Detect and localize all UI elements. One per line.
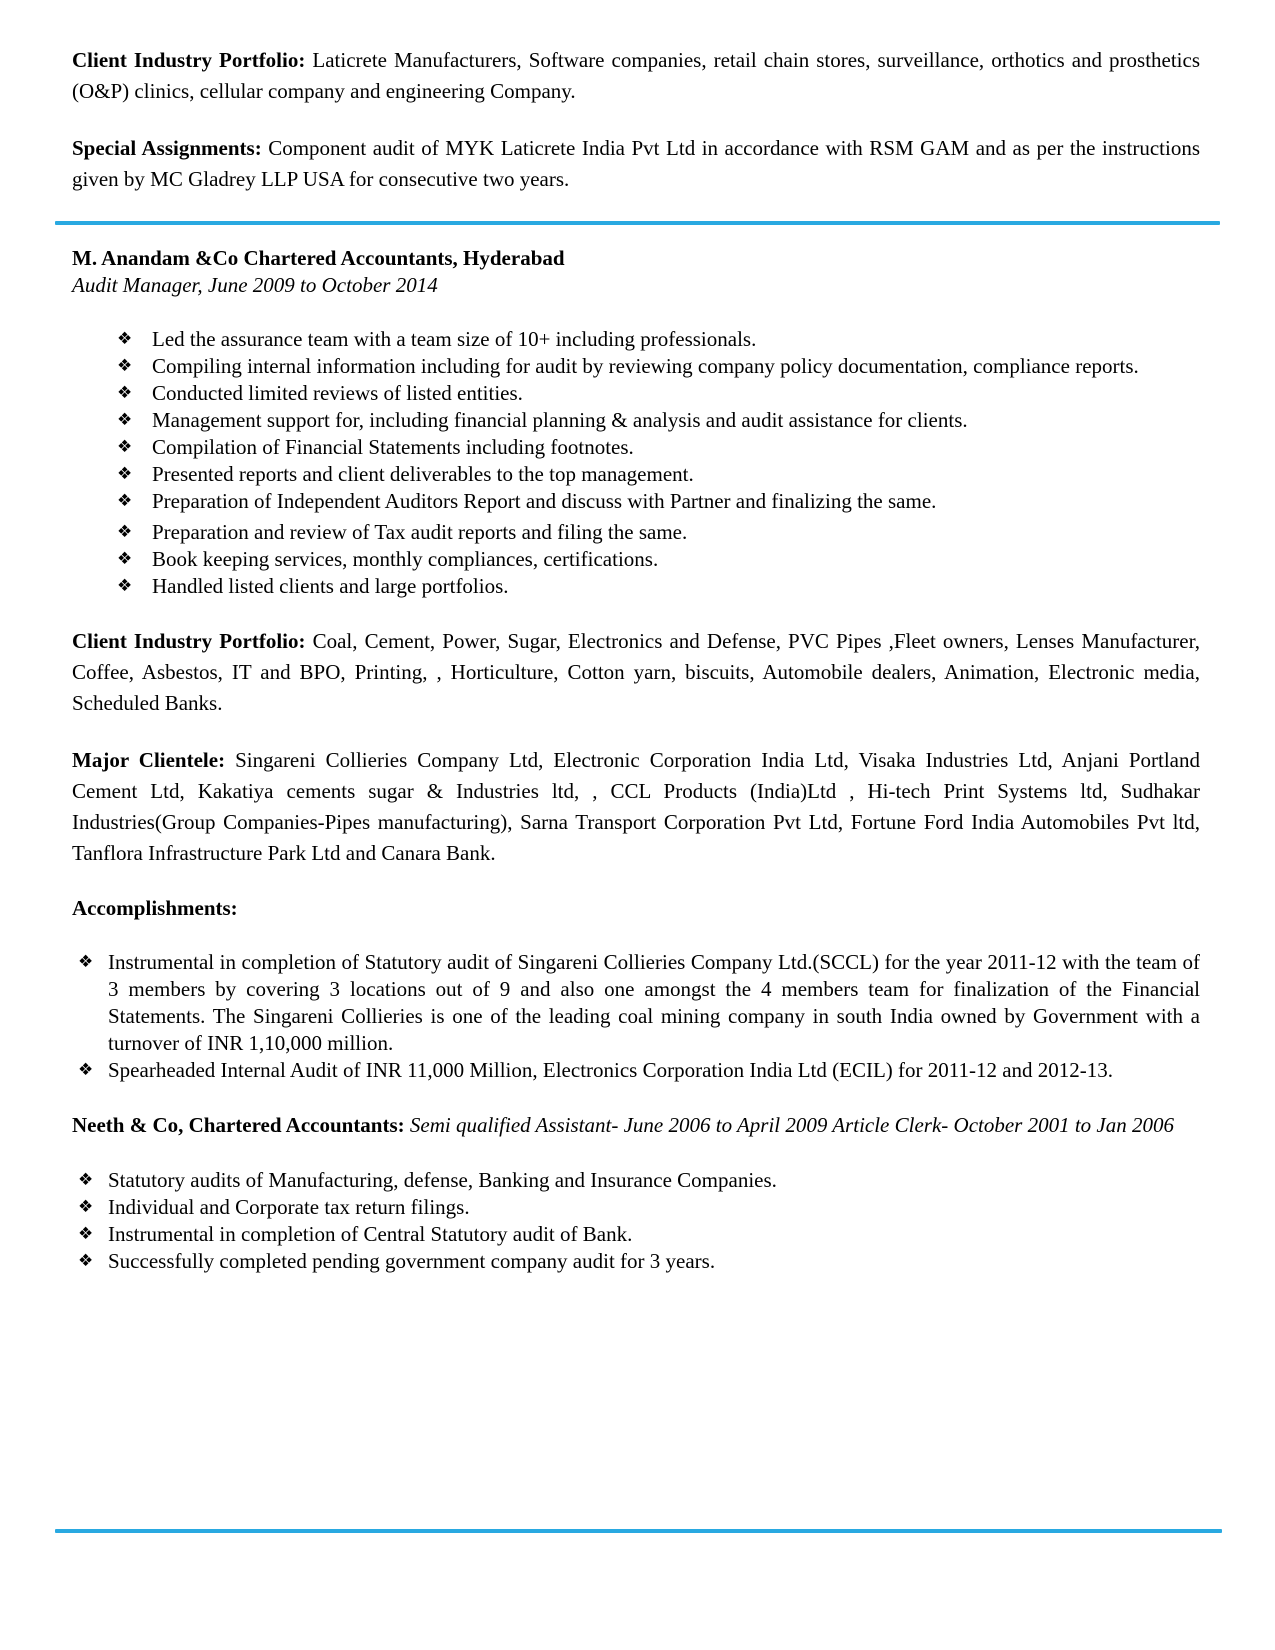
accomplishment-text: Spearheaded Internal Audit of INR 11,000 Million, Electronics Corporation India Ltd (ECIL) for 2011-12 and 2012-13. [108,1058,1114,1082]
diamond-bullet-icon: ❖ [117,437,133,457]
client-industry-portfolio-paragraph [72,45,1200,107]
diamond-bullet-icon: ❖ [78,1224,94,1244]
diamond-bullet-icon: ❖ [78,1170,94,1190]
duty-text: Statutory audits of Manufacturing, defense, Banking and Insurance Companies. [108,1168,777,1192]
section-divider-bottom [55,1529,1222,1533]
employer-heading-anandam: M. Anandam &Co Chartered Accountants, Hyderabad [72,246,565,270]
anandam-client-portfolio-label: Client Industry Portfolio: [72,629,306,653]
list-item [72,1167,1200,1194]
major-clientele-label: Major Clientele: [72,748,226,772]
duty-text: Successfully completed pending government company audit for 3 years. [108,1249,716,1273]
list-item [72,461,1200,488]
list-item [72,353,1200,380]
anandam-client-portfolio-paragraph [72,626,1200,719]
diamond-bullet-icon: ❖ [117,576,133,596]
duty-text: Compilation of Financial Statements including footnotes. [152,435,634,459]
diamond-bullet-icon: ❖ [117,464,133,484]
diamond-bullet-icon: ❖ [117,491,133,511]
client-industry-portfolio-text: Laticrete Manufacturers, Software companies, retail chain stores, surveillance, orthotics and prosthetics (O&P) clinics, cellular company and engineering Company. [72,48,1201,103]
major-clientele-paragraph [72,745,1200,869]
diamond-bullet-icon: ❖ [117,356,133,376]
list-item [72,326,1200,353]
diamond-bullet-icon: ❖ [78,1060,94,1080]
list-item [72,1057,1200,1084]
diamond-bullet-icon: ❖ [117,522,133,542]
duty-text: Compiling internal information including for audit by reviewing company policy documentation, compliance reports. [152,354,1139,378]
anandam-duties-list [72,326,1200,600]
diamond-bullet-icon: ❖ [78,1251,94,1271]
accomplishment-text: Instrumental in completion of Statutory audit of Singareni Collieries Company Ltd.(SCCL) for the year 2011-12 with the team of 3 members by covering 3 locations out of 9 and also one amongst the 4 members team for finalization of the Financial Statements. The Singareni Collieries is one of the leading coal mining company in south India owned by Government with a turnover of INR 1,10,000 million. [108,950,1200,1055]
duty-text: Individual and Corporate tax return filings. [108,1195,470,1219]
list-item [72,380,1200,407]
list-item [72,1248,1200,1275]
employer-heading-neeth [72,1110,1200,1141]
neeth-role-dates: Semi qualified Assistant- June 2006 to April 2009 Article Clerk- October 2001 to Jan 2006 [409,1113,1174,1137]
list-item [72,1221,1200,1248]
duty-text: Preparation and review of Tax audit reports and filing the same. [152,520,688,544]
special-assignments-label: Special Assignments: [72,136,262,160]
special-assignments-text: Component audit of MYK Laticrete India Pvt Ltd in accordance with RSM GAM and as per the instructions given by MC Gladrey LLP USA for consecutive two years. [72,136,1201,191]
list-item [72,434,1200,461]
role-dates-anandam: Audit Manager, June 2009 to October 2014 [72,273,438,297]
duty-text: Handled listed clients and large portfolios. [152,574,509,598]
list-item [72,949,1200,1057]
diamond-bullet-icon: ❖ [117,329,133,349]
accomplishments-heading: Accomplishments: [72,896,238,920]
diamond-bullet-icon: ❖ [78,1197,94,1217]
diamond-bullet-icon: ❖ [78,952,94,972]
list-item [72,546,1200,573]
list-item [72,407,1200,434]
duty-text: Conducted limited reviews of listed entities. [152,381,523,405]
special-assignments-paragraph [72,133,1200,195]
list-item [72,1194,1200,1221]
accomplishments-list [72,949,1200,1084]
neeth-duties-list [72,1167,1200,1275]
duty-text: Presented reports and client deliverables to the top management. [152,462,694,486]
neeth-heading-label: Neeth & Co, Chartered Accountants: [72,1113,405,1137]
diamond-bullet-icon: ❖ [117,549,133,569]
major-clientele-text: Singareni Collieries Company Ltd, Electronic Corporation India Ltd, Visaka Industries Ltd, Anjani Portland Cement Ltd, Kakatiya cements sugar & Industries ltd, , CCL Products (India)Ltd , Hi-tech Print Systems ltd, Sudhakar Industries(Group Companies-Pipes manufacturing), Sarna Transport Corporation Pvt Ltd, Fortune Ford India Automobiles Pvt ltd, Tanflora Infrastructure Park Ltd and Canara Bank. [72,748,1200,865]
duty-text: Management support for, including financial planning & analysis and audit assistance for clients. [152,408,968,432]
list-item [72,488,1200,515]
duty-text: Instrumental in completion of Central Statutory audit of Bank. [108,1222,633,1246]
duty-text: Book keeping services, monthly compliances, certifications. [152,547,659,571]
duty-text: Led the assurance team with a team size of 10+ including professionals. [152,327,757,351]
anandam-client-portfolio-text: Coal, Cement, Power, Sugar, Electronics and Defense, PVC Pipes ,Fleet owners, Lenses Manufacturer, Coffee, Asbestos, IT and BPO, Printing, , Horticulture, Cotton yarn, biscuits, Automobile dealers, Animation, Electronic media, Scheduled Banks. [72,629,1200,715]
list-item [72,519,1200,546]
duty-text: Preparation of Independent Auditors Report and discuss with Partner and finalizing the same. [152,489,937,513]
diamond-bullet-icon: ❖ [117,410,133,430]
diamond-bullet-icon: ❖ [117,383,133,403]
client-industry-portfolio-label: Client Industry Portfolio: [72,48,306,72]
list-item [72,573,1200,600]
section-divider-top [55,221,1220,225]
